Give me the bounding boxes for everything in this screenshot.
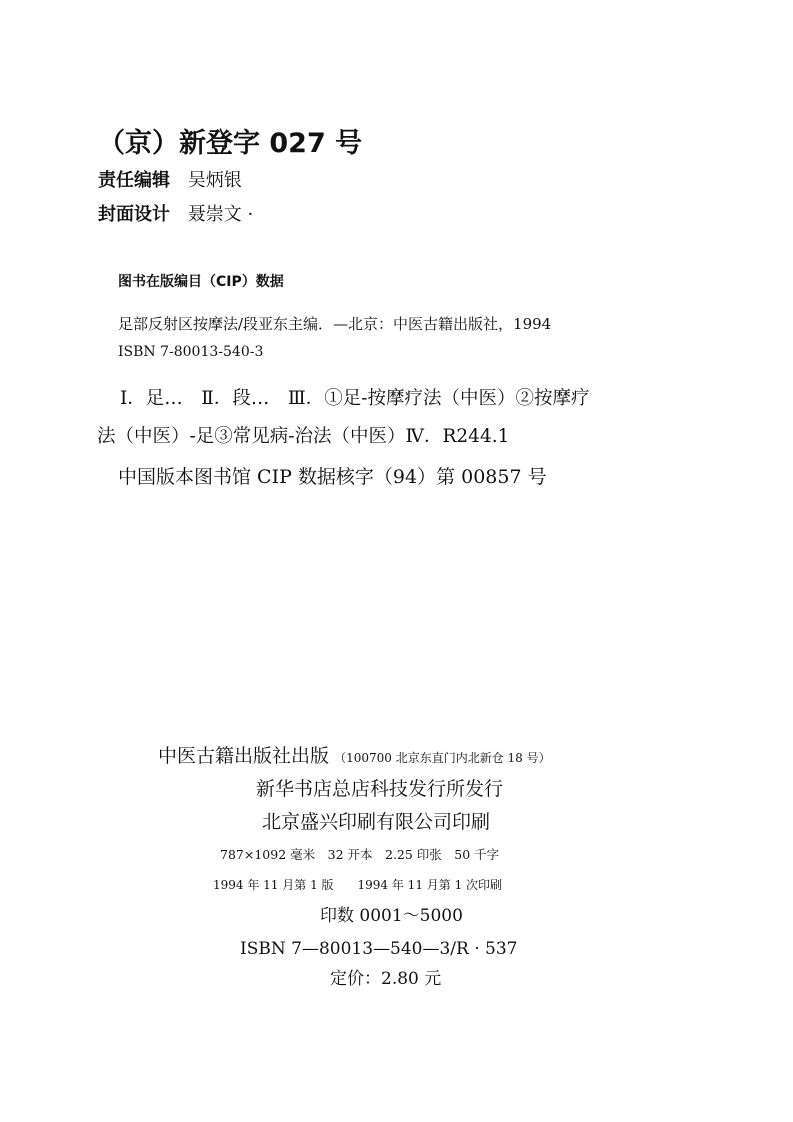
cip-isbn: ISBN 7-80013-540-3: [118, 344, 264, 360]
specs: 787×1092 毫米 32 开本 2.25 印张 50 千字: [220, 847, 500, 862]
publisher: 中医古籍出版社出版: [158, 745, 330, 767]
cip-subjects-2: 法（中医）-足③常见病-治法（中医）Ⅳ．R244.1: [97, 426, 510, 447]
cover-name: 聂崇文 ·: [187, 204, 254, 225]
cip-record: 足部反射区按摩法/段亚东主编．—北京：中医古籍出版社，1994: [118, 315, 552, 333]
editor-line: [98, 172, 242, 190]
cover-designer-line: [98, 206, 253, 224]
cover-label: 封面设计: [98, 204, 170, 225]
printer: 北京盛兴印刷有限公司印刷: [262, 811, 491, 833]
isbn-full: ISBN 7—80013—540—3/R · 537: [240, 939, 518, 959]
publisher-line: [158, 747, 551, 766]
print-run: 印数 0001～5000: [320, 906, 463, 926]
price: 定价：2.80 元: [330, 969, 442, 989]
cip-verification: 中国版本图书馆 CIP 数据核字（94）第 00857 号: [118, 466, 547, 488]
editor-name: 吴炳银: [187, 170, 242, 191]
edition: 1994 年 11 月第 1 版 1994 年 11 月第 1 次印刷: [213, 878, 503, 892]
registration-number: （京）新登字 027 号: [98, 128, 363, 159]
editor-label: 责任编辑: [98, 170, 170, 191]
cip-subjects-1: Ⅰ．足… Ⅱ．段… Ⅲ．①足-按摩疗法（中医）②按摩疗: [120, 388, 590, 409]
cip-title: 图书在版编目（CIP）数据: [118, 274, 284, 290]
distributor: 新华书店总店科技发行所发行: [256, 778, 504, 800]
publisher-address: （100700 北京东直门内北新仓 18 号）: [334, 751, 551, 765]
